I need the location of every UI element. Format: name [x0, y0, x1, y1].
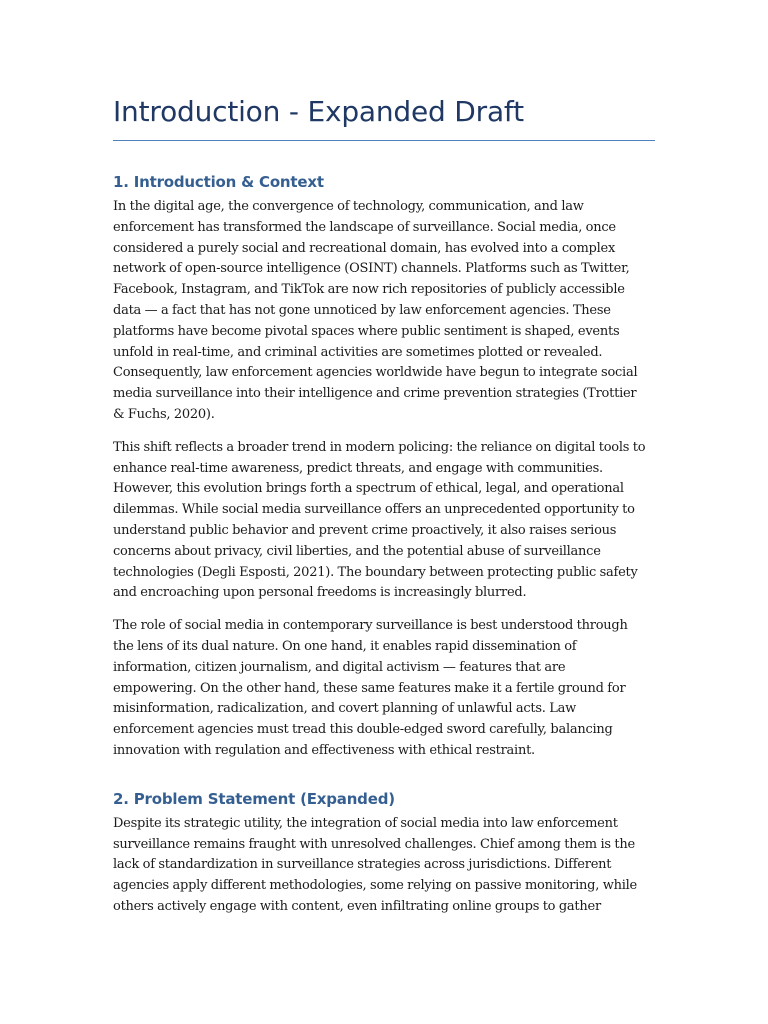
section-heading-introduction: 1. Introduction & Context: [113, 173, 324, 191]
text-line: enhance real-time awareness, predict threats, and engage with communities.: [113, 460, 603, 476]
text-line: others actively engage with content, even infiltrating online groups to gather: [113, 898, 601, 914]
text-line: technologies (Degli Esposti, 2021). The boundary between protecting public safety: [113, 564, 638, 580]
text-line: data — a fact that has not gone unnoticed by law enforcement agencies. These: [113, 302, 611, 318]
text-line: lack of standardization in surveillance strategies across jurisdictions. Different: [113, 857, 612, 873]
document-body: [113, 92, 657, 930]
text-line: empowering. On the other hand, these same features make it a fertile ground for: [113, 680, 626, 696]
text-line: unfold in real-time, and criminal activities are sometimes plotted or revealed.: [113, 344, 603, 360]
document-title: Introduction - Expanded Draft: [113, 95, 524, 128]
text-line: & Fuchs, 2020).: [113, 406, 215, 422]
text-line: agencies apply different methodologies, some relying on passive monitoring, while: [113, 878, 637, 894]
text-line: dilemmas. While social media surveillance offers an unprecedented opportunity to: [113, 502, 635, 518]
text-line: and encroaching upon personal freedoms is increasingly blurred.: [113, 585, 527, 601]
text-line: However, this evolution brings forth a spectrum of ethical, legal, and operational: [113, 481, 624, 497]
text-line: platforms have become pivotal spaces where public sentiment is shaped, events: [113, 323, 620, 339]
text-line: The role of social media in contemporary surveillance is best understood through: [113, 618, 628, 634]
text-line: media surveillance into their intelligence and crime prevention strategies (Trottier: [113, 386, 637, 402]
paragraph: [113, 616, 657, 762]
text-line: information, citizen journalism, and digital activism — features that are: [113, 659, 566, 675]
text-line: enforcement has transformed the landscape of surveillance. Social media, once: [113, 219, 616, 235]
text-line: surveillance remains fraught with unresolved challenges. Chief among them is the: [113, 836, 635, 852]
text-line: the lens of its dual nature. On one hand, it enables rapid dissemination of: [113, 638, 577, 654]
text-line: In the digital age, the convergence of technology, communication, and law: [113, 199, 584, 214]
paragraph: [113, 814, 657, 918]
text-line: Consequently, law enforcement agencies worldwide have begun to integrate social: [113, 365, 638, 381]
title-underline: [113, 140, 655, 141]
paragraph: [113, 438, 657, 604]
text-line: understand public behavior and prevent crime proactively, it also raises serious: [113, 522, 617, 538]
text-line: innovation with regulation and effectiveness with ethical restraint.: [113, 742, 535, 758]
text-line: Facebook, Instagram, and TikTok are now rich repositories of publicly accessible: [113, 282, 625, 298]
text-line: network of open-source intelligence (OSINT) channels. Platforms such as Twitter,: [113, 261, 630, 277]
section-heading-problem-statement: 2. Problem Statement (Expanded): [113, 789, 395, 808]
text-line: Despite its strategic utility, the integration of social media into law enforcement: [113, 815, 618, 831]
text-line: misinformation, radicalization, and covert planning of unlawful acts. Law: [113, 701, 577, 717]
text-line: concerns about privacy, civil liberties, and the potential abuse of surveillance: [113, 543, 601, 559]
text-line: considered a purely social and recreational domain, has evolved into a complex: [113, 240, 616, 256]
text-line: This shift reflects a broader trend in modern policing: the reliance on digital tools to: [113, 439, 646, 455]
text-line: enforcement agencies must tread this double-edged sword carefully, balancing: [113, 722, 613, 738]
paragraph: [113, 197, 657, 426]
